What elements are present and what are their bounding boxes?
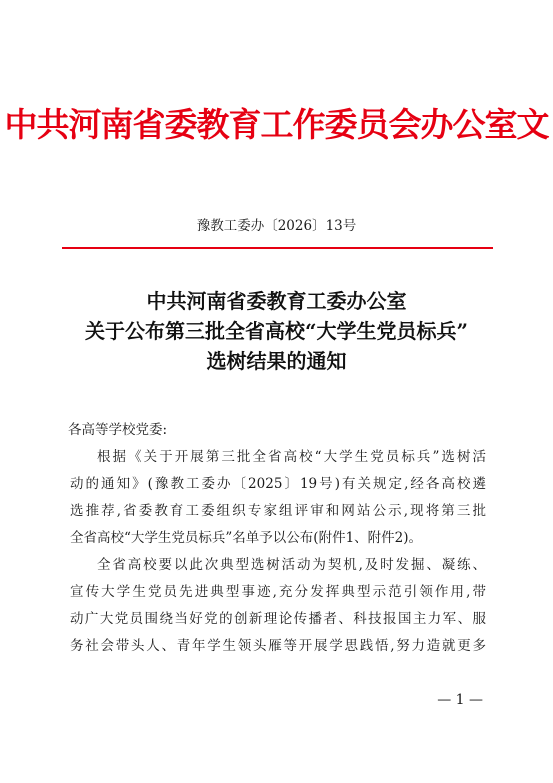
paragraph1-line-3: 选推荐,省委教育工委组织专家组评审和网站公示,现将第三批 xyxy=(70,503,486,519)
red-divider-line xyxy=(62,247,493,249)
title-line-1: 中共河南省委教育工委办公室 xyxy=(146,289,407,313)
paragraph2-line-2: 宣传大学生党员先进典型事迹,充分发挥典型示范引领作用,带 xyxy=(70,584,486,600)
document-number: 豫教工委办〔2026〕13号 xyxy=(196,218,357,234)
document-title xyxy=(0,286,553,376)
title-line-2: 关于公布第三批全省高校“大学生党员标兵” xyxy=(84,319,468,343)
salutation: 各高等学校党委: xyxy=(68,422,168,438)
paragraph1-line-4: 全省高校“大学生党员标兵”名单予以公布(附件1、附件2)。 xyxy=(70,530,423,546)
title-line-3: 选树结果的通知 xyxy=(206,349,347,373)
paragraph2-line-1: 全省高校要以此次典型选树活动为契机,及时发掘、凝练、 xyxy=(97,557,486,573)
issuing-org-header: 中共河南省委教育工作委员会办公室文 xyxy=(4,105,549,144)
paragraph1-line-2: 动的通知》(豫教工委办〔2025〕19号)有关规定,经各高校遴 xyxy=(70,476,486,492)
paragraph2-line-3: 动广大党员围绕当好党的创新理论传播者、科技报国主力军、服 xyxy=(70,611,486,627)
page-number: — 1 — xyxy=(437,692,483,708)
paragraph1-line-1: 根据《关于开展第三批全省高校“大学生党员标兵”选树活 xyxy=(97,449,486,465)
paragraph2-line-4: 务社会带头人、青年学生领头雁等开展学思践悟,努力造就更多 xyxy=(70,638,486,654)
